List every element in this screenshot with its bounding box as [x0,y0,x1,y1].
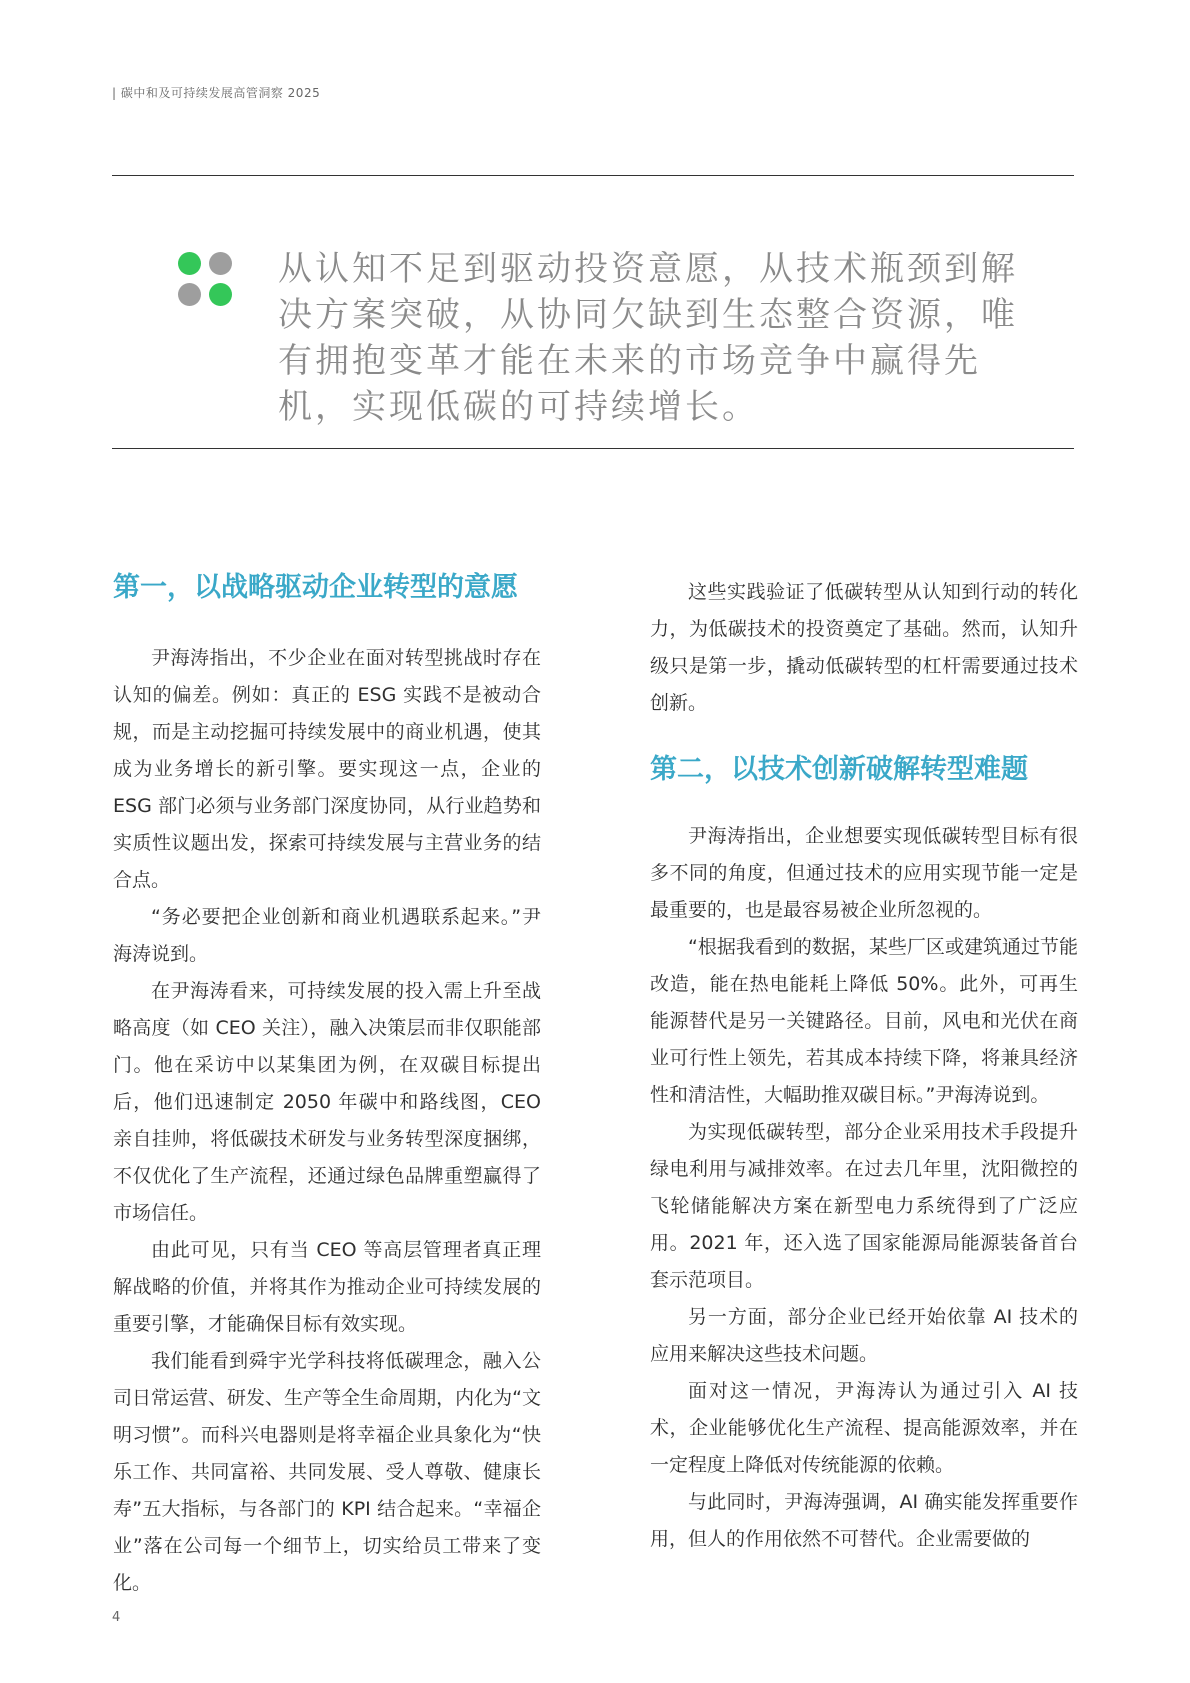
section-heading-1: 第一，以战略驱动企业转型的意愿 [113,572,518,603]
section-heading-2: 第二，以技术创新破解转型难题 [650,754,1028,785]
page-number: 4 [112,1610,121,1625]
dot-top-right [209,252,232,275]
paragraph: 与此同时，尹海涛强调，AI 确实能发挥重要作用，但人的作用依然不可替代。企业需要做的 [650,1491,1078,1550]
paragraph: 面对这一情况，尹海涛认为通过引入 AI 技术，企业能够优化生产流程、提高能源效率，并在一定程度上降低对传统能源的依赖。 [650,1380,1078,1476]
top-divider [112,175,1074,176]
paragraph: 尹海涛指出，不少企业在面对转型挑战时存在认知的偏差。例如：真正的 ESG 实践不是被动合规，而是主动挖掘可持续发展中的商业机遇，使其成为业务增长的新引擎。要实现这一点，企业的 ESG 部门必须与业务部门深度协同，从行业趋势和实质性议题出发，探索可持续发展与主营业务的结合点。 [113,647,541,891]
paragraph: 我们能看到舜宇光学科技将低碳理念，融入公司日常运营、研发、生产等全生命周期，内化为“文明习惯”。而科兴电器则是将幸福企业具象化为“快乐工作、共同富裕、共同发展、受人尊敬、健康长寿”五大指标，与各部门的 KPI 结合起来。“幸福企业”落在公司每一个细节上，切实给员工带来了变化。 [113,1350,541,1594]
dot-bottom-right [209,283,232,306]
bottom-divider [112,448,1074,449]
intro-paragraph: 这些实践验证了低碳转型从认知到行动的转化力，为低碳技术的投资奠定了基础。然而，认知升级只是第一步，撬动低碳转型的杠杆需要通过技术创新。 [650,581,1078,714]
paragraph: 由此可见，只有当 CEO 等高层管理者真正理解战略的价值，并将其作为推动企业可持续发展的重要引擎，才能确保目标有效实现。 [113,1239,541,1335]
paragraph: 另一方面，部分企业已经开始依靠 AI 技术的应用来解决这些技术问题。 [650,1306,1078,1365]
dot-top-left [178,252,201,275]
pull-quote: 从认知不足到驱动投资意愿，从技术瓶颈到解决方案突破，从协同欠缺到生态整合资源，唯有拥抱变革才能在未来的市场竞争中赢得先机，实现低碳的可持续增长。 [278,249,1018,427]
four-dots-icon [178,252,234,308]
paragraph: 尹海涛指出，企业想要实现低碳转型目标有很多不同的角度，但通过技术的应用实现节能一定是最重要的，也是最容易被企业所忽视的。 [650,825,1078,921]
paragraph: 在尹海涛看来，可持续发展的投入需上升至战略高度（如 CEO 关注），融入决策层而非仅职能部门。他在采访中以某集团为例，在双碳目标提出后，他们迅速制定 2050 年碳中和路线图，CEO 亲自挂帅，将低碳技术研发与业务转型深度捆绑，不仅优化了生产流程，还通过绿色品牌重塑赢得了市场信任。 [113,980,541,1224]
right-column [650,574,1078,1558]
paragraph: 为实现低碳转型，部分企业采用技术手段提升绿电利用与减排效率。在过去几年里，沈阳微控的飞轮储能解决方案在新型电力系统得到了广泛应用。2021 年，还入选了国家能源局能源装备首台套示范项目。 [650,1121,1078,1291]
paragraph: “务必要把企业创新和商业机遇联系起来。”尹海涛说到。 [113,906,541,965]
dot-bottom-left [178,283,201,306]
running-header: | 碳中和及可持续发展高管洞察 2025 [112,86,321,100]
paragraph: “根据我看到的数据，某些厂区或建筑通过节能改造，能在热电能耗上降低 50%。此外，可再生能源替代是另一关键路径。目前，风电和光伏在商业可行性上领先，若其成本持续下降，将兼具经济性和清洁性，大幅助推双碳目标。”尹海涛说到。 [650,936,1078,1106]
left-column [113,568,541,1602]
